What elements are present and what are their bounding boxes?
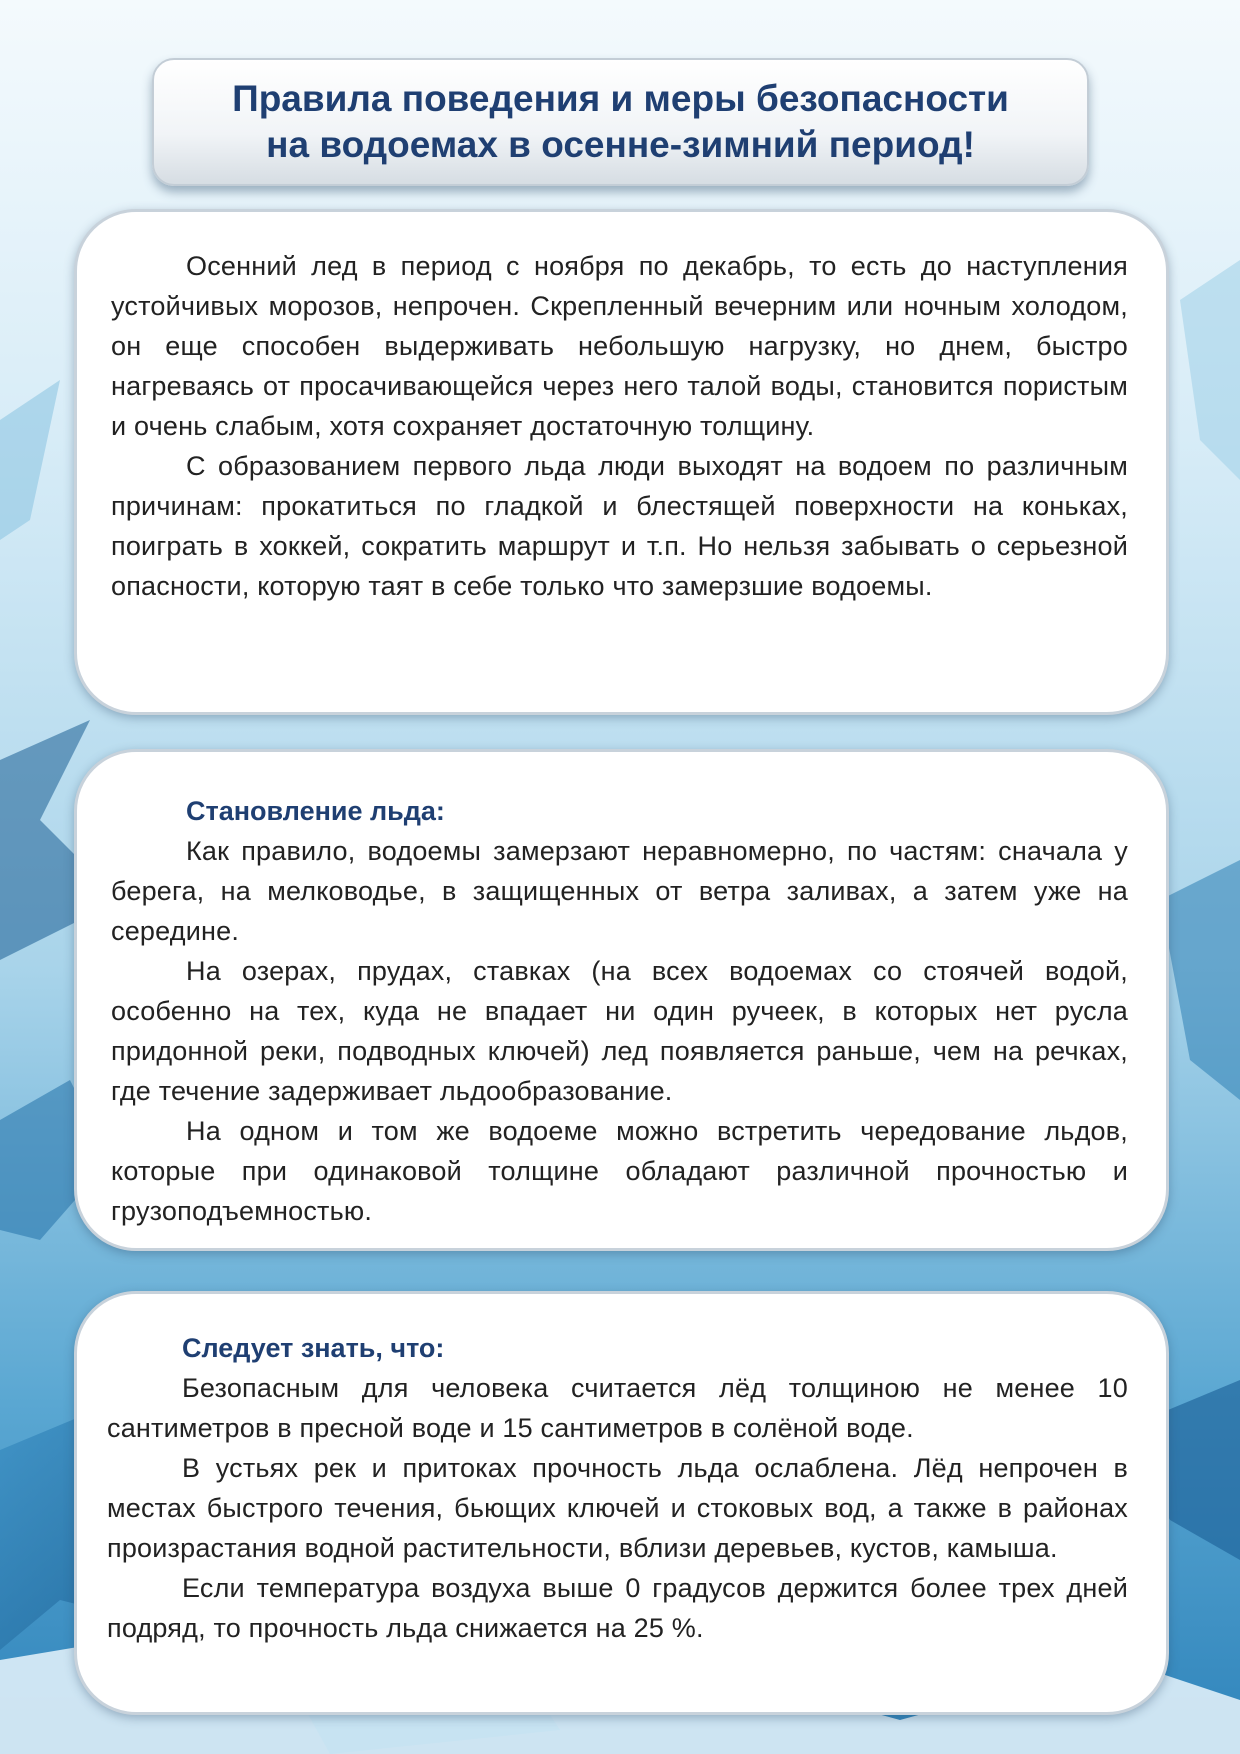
paragraph: В устьях рек и притоках прочность льда ослаблена. Лёд непрочен в местах быстрого течения, бьющих ключей и стоковых вод, а также в районах произрастания водной растительности, вблизи деревьев, кустов, камыша. bbox=[107, 1453, 1128, 1563]
section-card-ice-formation bbox=[74, 749, 1169, 1251]
paragraph: На озерах, прудах, ставках (на всех водоемах со стоячей водой, особенно на тех, куда не впадает ни один ручеек, в которых нет русла придонной реки, подводных ключей) лед появляется раньше, чем на речках, где течение задерживает льдообразование. bbox=[111, 956, 1128, 1106]
section-card-should-know bbox=[74, 1291, 1169, 1715]
paragraph: Безопасным для человека считается лёд толщиною не менее 10 сантиметров в пресной воде и 15 сантиметров в солёной воде. bbox=[107, 1373, 1128, 1443]
section-card-intro bbox=[74, 209, 1169, 715]
page-title-line-2: на водоемах в осенне-зимний период! bbox=[266, 124, 975, 165]
section-heading: Следует знать, что: bbox=[182, 1333, 445, 1363]
paragraph: Если температура воздуха выше 0 градусов держится более трех дней подряд, то прочность льда снижается на 25 %. bbox=[107, 1573, 1128, 1643]
page-title-line-1: Правила поведения и меры безопасности bbox=[232, 78, 1009, 119]
paragraph: С образованием первого льда люди выходят на водоем по различным причинам: прокатиться по гладкой и блестящей поверхности на коньках, поиграть в хоккей, сократить маршрут и т.п. Но нельзя забывать о серьезной опасности, которую таят в себе только что замерзшие водоемы. bbox=[111, 451, 1128, 601]
page-title bbox=[232, 76, 1009, 168]
paragraph: На одном и том же водоеме можно встретить чередование льдов, которые при одинаковой толщине обладают различной прочностью и грузоподъемностью. bbox=[111, 1116, 1128, 1226]
page-title-banner bbox=[152, 58, 1089, 186]
section-heading: Становление льда: bbox=[186, 796, 445, 826]
paragraph: Осенний лед в период с ноября по декабрь, то есть до наступления устойчивых морозов, непрочен. Скрепленный вечерним или ночным холодом, он еще способен выдерживать небольшую нагрузку, но днем, быстро нагреваясь от просачивающейся через него талой воды, становится пористым и очень слабым, хотя сохраняет достаточную толщину. bbox=[111, 251, 1128, 441]
paragraph: Как правило, водоемы замерзают неравномерно, по частям: сначала у берега, на мелководье, в защищенных от ветра заливах, а затем уже на середине. bbox=[111, 836, 1128, 946]
